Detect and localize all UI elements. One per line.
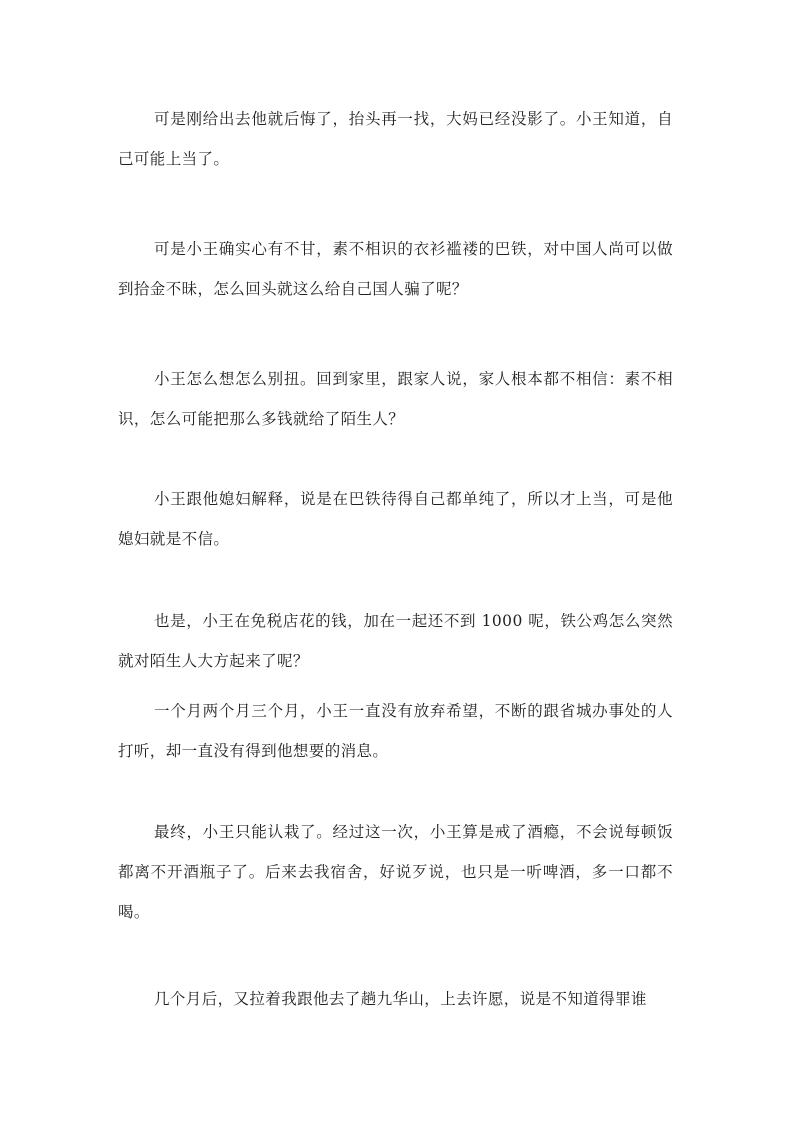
paragraph: 可是刚给出去他就后悔了，抬头再一找，大妈已经没影了。小王知道，自己可能上当了。 (118, 110, 673, 168)
paragraph: 几个月后，又拉着我跟他去了趟九华山，上去许愿，说是不知道得罪谁 (154, 990, 647, 1008)
paragraph: 可是小王确实心有不甘，素不相识的衣衫褴褛的巴铁，对中国人尚可以做到拾金不昧，怎么回头就这么给自己国人骗了呢？ (118, 240, 673, 298)
paragraph: 一个月两个月三个月，小王一直没有放弃希望，不断的跟省城办事处的人打听，却一直没有得到他想要的消息。 (118, 702, 673, 760)
paragraph: 也是，小王在免税店花的钱，加在一起还不到 1000 呢，铁公鸡怎么突然就对陌生人大方起来了呢？ (118, 612, 673, 670)
paragraph: 最终，小王只能认栽了。经过这一次，小王算是戒了酒瘾，不会说每顿饭都离不开酒瓶子了。后来去我宿舍，好说歹说，也只是一听啤酒，多一口都不喝。 (118, 823, 673, 921)
paragraph: 小王跟他媳妇解释，说是在巴铁待得自己都单纯了，所以才上当，可是他媳妇就是不信。 (118, 490, 673, 548)
paragraph: 小王怎么想怎么别扭。回到家里，跟家人说，家人根本都不相信：素不相识，怎么可能把那么多钱就给了陌生人？ (118, 370, 673, 428)
